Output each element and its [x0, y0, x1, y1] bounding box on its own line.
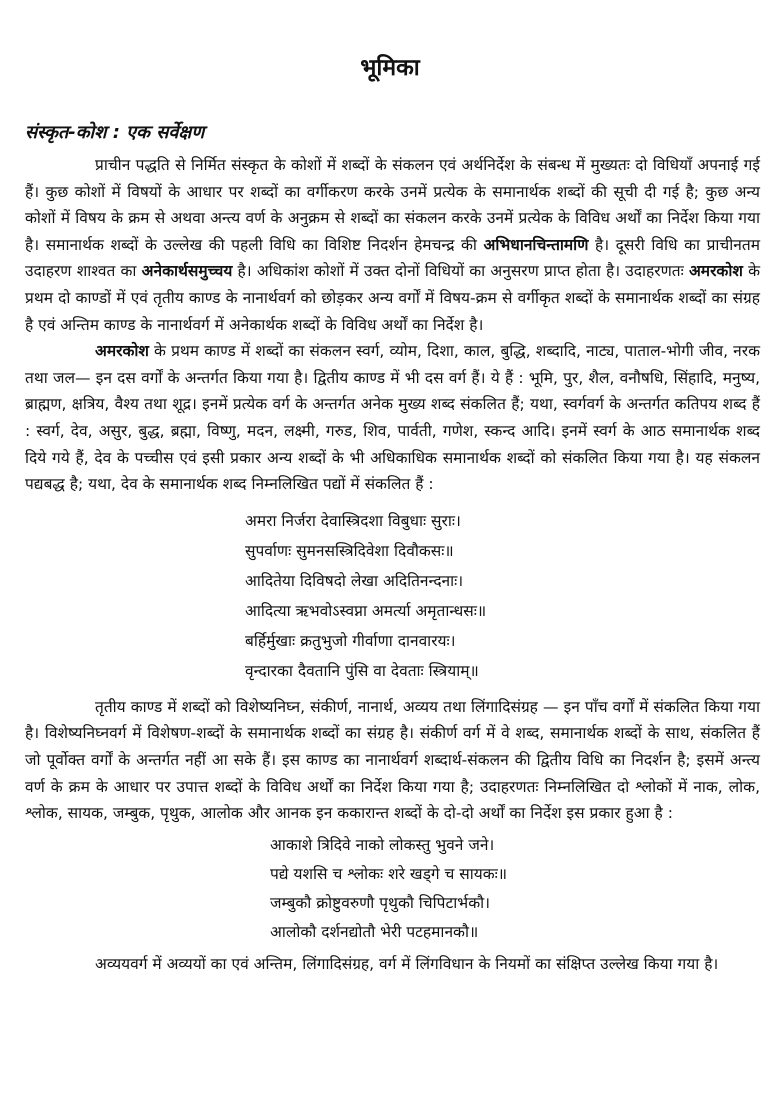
section-heading: संस्कृत-कोश : एक सर्वेक्षण — [25, 122, 205, 143]
verse-line: बर्हिर्मुखाः क्रतुभुजो गीर्वाणा दानवारयः। — [245, 631, 456, 650]
bold-title-reference: अमरकोश — [95, 342, 149, 361]
text-segment: है। अधिकांश कोशों में उक्त दोनों विधियों का अनुसरण प्राप्त होता है। उदाहरणतः — [232, 262, 689, 281]
text-segment: प्राचीन पद्धति से निर्मित संस्कृत के कोशों में शब्दों के संकलन एवं अर्थनिर्देश के संबन्ध में मुख्यतः दो विधियाँ अपनाई गई हैं। कुछ कोशों में विषयों के आधार पर शब्दों का वर्गीकरण करके उनमें प्रत्येक के समानार्थक शब्दों की सूची दी गई है; कुछ अन्य कोशों में विषय के क्रम से अथवा अन्त्य वर्ण के अनुक्रम से शब्दों का संकलन करके उनमें प्रत्येक के विविध अर्थों का निर्देश किया गया है। समानार्थक शब्दों के उल्लेख की पहली विधि का विशिष्ट निदर्शन हेमचन्द्र की — [25, 156, 760, 254]
verse-line: वृन्दारका दैवतानि पुंसि वा देवताः स्त्रियाम्॥ — [245, 661, 479, 680]
paragraph-1 — [25, 152, 760, 338]
text-segment: तृतीय काण्ड में शब्दों को विशेष्यनिघ्न, संकीर्ण, नानार्थ, अव्यय तथा लिंगादिसंग्रह — इन पाँच वर्गों में संकलित किया गया है। विशेष्यनिघ्नवर्ग में विशेषण-शब्दों के समानार्थक शब्दों का संग्रह है। संकीर्ण वर्ग में वे शब्द, समानार्थक शब्दों के साथ, संकलित हैं जो पूर्वोक्त वर्गों के अन्तर्गत नहीं आ सके हैं। इस काण्ड का नानार्थवर्ग शब्दार्थ-संकलन की द्वितीय विधि का निदर्शन है; इसमें अन्त्य वर्ण के क्रम के आधार पर उपात्त शब्दों के विविध अर्थों का निर्देश किया गया है; उदाहरणतः निम्नलिखित दो श्लोकों में नाक, लोक, श्लोक, सायक, जम्बुक, पृथुक, आलोक और आनक इन ककारान्त शब्दों के दो-दो अर्थों का निर्देश इस प्रकार हुआ है : — [25, 697, 760, 823]
paragraph-2 — [25, 338, 760, 498]
verse-line: आदितेया दिविषदो लेखा अदितिनन्दनाः। — [245, 571, 464, 590]
document-body — [25, 152, 760, 977]
bold-title-reference: अभिधानचिन्तामणि — [483, 235, 589, 254]
verse-line: पद्ये यशसि च श्लोकः शरे खड्गे च सायकः॥ — [270, 864, 508, 883]
text-segment: अव्ययवर्ग में अव्ययों का एवं अन्तिम, लिंगादिसंग्रह, वर्ग में लिंगविधान के नियमों का संक्षिप्त उल्लेख किया गया है। — [95, 954, 719, 973]
verse-line: आलोकौ दर्शनद्योतौ भेरी पटहमानकौ॥ — [270, 922, 479, 941]
verse-line: आदित्या ऋभवोऽस्वप्ना अमर्त्या अमृतान्धसः॥ — [245, 601, 487, 620]
paragraph-4 — [25, 951, 760, 978]
bold-title-reference: अनेकार्थसमुच्चय — [141, 262, 233, 281]
verse-line: जम्बुकौ क्रोष्टुवरुणौ पृथुकौ चिपिटार्भकौ। — [270, 893, 490, 912]
text-segment: है। दूसरी विधि का प्राचीनतम उदाहरण शाश्वत का — [25, 235, 760, 281]
bold-title-reference: अमरकोश — [688, 262, 743, 281]
verse-line: सुपर्वाणः सुमनसस्त्रिदिवेशा दिवौकसः॥ — [245, 541, 454, 560]
verse-block-1 — [245, 506, 760, 686]
verse-line: अमरा निर्जरा देवास्त्रिदशा विबुधाः सुराः। — [245, 511, 461, 530]
page-title: भूमिका — [360, 55, 420, 81]
text-segment: के प्रथम काण्ड में शब्दों का संकलन स्वर्ग, व्योम, दिशा, काल, बुद्धि, शब्दादि, नाट्य, पाताल-भोगी जीव, नरक तथा जल— इन दस वर्गों के अन्तर्गत किया गया है। द्वितीय काण्ड में भी दस वर्ग हैं। ये हैं : भूमि, पुर, शैल, वनौषधि, सिंहादि, मनुष्य, ब्राह्मण, क्षत्रिय, वैश्य तथा शूद्र। इनमें प्रत्येक वर्ग के अन्तर्गत अनेक मुख्य शब्द संकलित हैं; यथा, स्वर्गवर्ग के अन्तर्गत कतिपय शब्द हैं : स्वर्ग, देव, असुर, बुद्ध, ब्रह्मा, विष्णु, मदन, लक्ष्मी, गरुड, शिव, पार्वती, गणेश, स्कन्द आदि। इनमें स्वर्ग के आठ समानार्थक शब्द दिये गये हैं, देव के पच्चीस एवं इसी प्रकार अन्य शब्दों के भी अधिकाधिक समानार्थक शब्दों को संकलित किया गया है। यह संकलन पद्यबद्ध है; यथा, देव के समानार्थक शब्द निम्नलिखित पद्यों में संकलित हैं : — [25, 342, 760, 494]
verse-block-2 — [270, 831, 760, 947]
verse-line: आकाशे त्रिदिवे नाको लोकस्तु भुवने जने। — [270, 835, 495, 854]
text-segment: के प्रथम दो काण्डों में एवं तृतीय काण्ड के नानार्थवर्ग को छोड़कर अन्य वर्गों में विषय-क्रम से वर्गीकृत शब्दों के समानार्थक शब्दों का संग्रह है एवं अन्तिम काण्ड के नानार्थवर्ग में अनेकार्थक शब्दों के विविध अर्थों का निर्देश है। — [25, 262, 760, 334]
paragraph-3 — [25, 694, 760, 827]
